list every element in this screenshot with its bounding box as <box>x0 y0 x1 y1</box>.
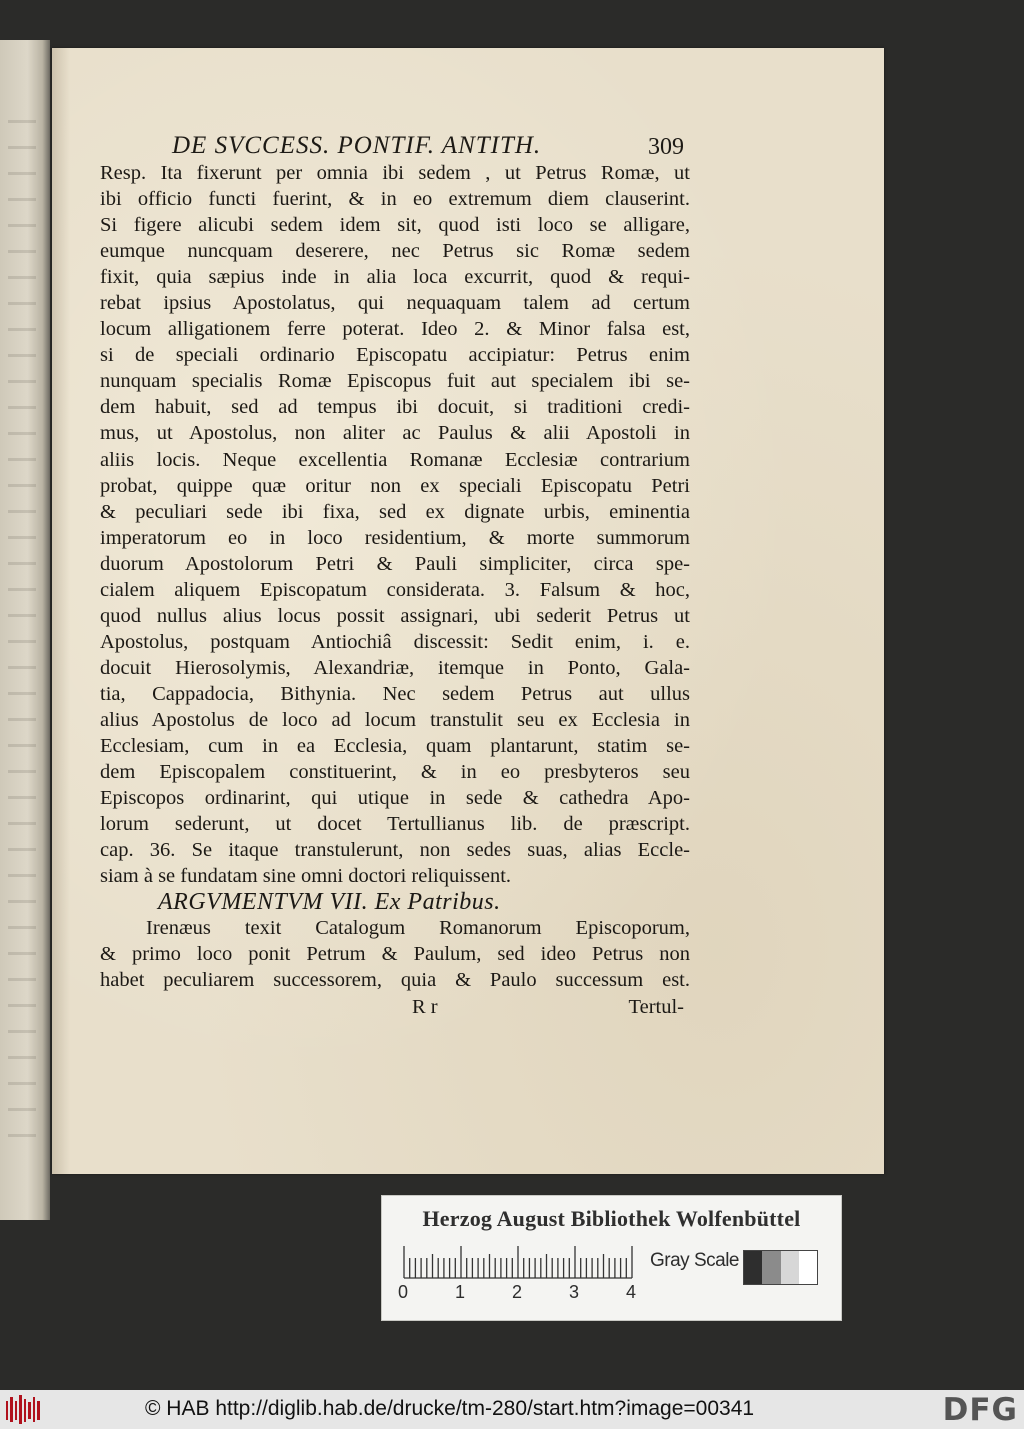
catchword: Tertul- <box>628 995 684 1018</box>
ruler-label: 1 <box>455 1282 466 1302</box>
gray-swatch <box>781 1251 799 1284</box>
text-line: nunquam specialis Romæ Episcopus fuit aut specialem ibi se- <box>100 370 690 393</box>
text-line: docuit Hierosolymis, Alexandriæ, itemque in Ponto, Gala- <box>100 656 690 679</box>
text-line: ibi officio functi fuerint, & in eo extremum diem clauserint. <box>100 188 690 211</box>
text-line: cialem aliquem Episcopatum considerata. 3. Falsum & hoc, <box>100 578 690 601</box>
text-line: Episcopos ordinarint, qui utique in sede & cathedra Apo- <box>100 787 690 810</box>
running-head: DE SVCCESS. PONTIF. ANTITH. <box>172 132 542 159</box>
text-line: & primo loco ponit Petrum & Paulum, sed ideo Petrus non <box>100 943 690 966</box>
text-line: dem Episcopalem constituerint, & in eo presbyteros seu <box>100 761 690 784</box>
signature-catchword-line <box>100 994 690 1020</box>
text-line: probat, quippe quæ oritur non ex speciali Episcopatu Petri <box>100 474 690 497</box>
text-line: rebat ipsius Apostolatus, qui nequaquam talem ad certum <box>100 292 690 315</box>
copyright-url[interactable]: © HAB http://diglib.hab.de/drucke/tm-280/start.htm?image=00341 <box>145 1397 755 1420</box>
ruler-label: 2 <box>512 1282 523 1302</box>
text-line: siam à se fundatam sine omni doctori reliquissent. <box>100 865 512 888</box>
left-page-edge <box>0 40 50 1220</box>
page-number: 309 <box>648 134 684 160</box>
book-page <box>52 48 884 1174</box>
text-line: quod nullus alius locus possit assignari, ubi sederit Petrus ut <box>100 604 690 627</box>
text-line: fixit, quia sæpius inde in alia loca excurrit, quod & requi- <box>100 266 690 289</box>
library-name: Herzog August Bibliothek Wolfenbüttel <box>422 1206 801 1231</box>
text-line: lorum sederunt, ut docet Tertullianus lib. de præscript. <box>100 813 690 836</box>
gray-swatch <box>744 1251 762 1284</box>
hab-barcode-logo-icon <box>6 1395 40 1424</box>
text-line: mus, ut Apostolus, non aliter ac Paulus & alii Apostoli in <box>100 422 690 445</box>
text-line: Si figere alicubi sedem idem sit, quod isti loco se alligare, <box>100 214 690 237</box>
text-line: habet peculiarem successorem, quia & Paulo successum est. <box>100 969 690 992</box>
text-line: duorum Apostolorum Petri & Pauli simpliciter, circa spe- <box>100 552 690 575</box>
gray-scale-label: Gray Scale <box>650 1250 739 1271</box>
text-line: Apostolus, postquam Antiochiâ discessit: Sedit enim, i. e. <box>100 630 690 653</box>
ruler-icon <box>398 1246 638 1280</box>
text-line: locum alligationem ferre poterat. Ideo 2. & Minor falsa est, <box>100 318 690 341</box>
text-line: eumque nuncquam deserere, nec Petrus sic Romæ sedem <box>100 240 690 263</box>
text-line: dem habuit, sed ad tempus ibi docuit, si traditioni credi- <box>100 396 690 419</box>
text-line: Resp. Ita fixerunt per omnia ibi sedem , ut Petrus Romæ, ut <box>100 162 690 184</box>
text-line: & peculiari sede ibi fixa, sed ex dignate urbis, eminentia <box>100 500 690 523</box>
signature-mark: R r <box>412 995 438 1018</box>
body-text <box>100 160 690 1020</box>
color-target <box>381 1195 842 1321</box>
gray-swatch <box>762 1251 780 1284</box>
ruler-label: 0 <box>398 1282 409 1302</box>
gray-scale-swatches <box>743 1250 818 1285</box>
argument-heading: ARGVMENTVM VII. Ex Patribus. <box>158 889 501 916</box>
text-line: Irenæus texit Catalogum Romanorum Episcoporum, <box>146 917 690 940</box>
text-line: si de speciali ordinario Episcopatu accipiatur: Petrus enim <box>100 344 690 367</box>
ruler-label: 3 <box>569 1282 580 1302</box>
dfg-logo: DFG <box>942 1392 1018 1428</box>
text-line: imperatorum eo in loco residentium, & morte summorum <box>100 526 690 549</box>
text-line: tia, Cappadocia, Bithynia. Nec sedem Petrus aut ullus <box>100 682 690 705</box>
gray-swatch <box>799 1251 817 1284</box>
text-line: aliis locis. Neque excellentia Romanæ Ecclesiæ contrarium <box>100 448 690 471</box>
footer-bar <box>0 1390 1024 1429</box>
text-line: alius Apostolus de loco ad locum transtulit seu ex Ecclesia in <box>100 708 690 731</box>
ruler-label: 4 <box>626 1282 637 1302</box>
page-gutter-shadow <box>52 48 70 1174</box>
text-line: Ecclesiam, cum in ea Ecclesia, quam plantarunt, statim se- <box>100 735 690 758</box>
text-line: cap. 36. Se itaque transtulerunt, non sedes suas, alias Eccle- <box>100 839 690 862</box>
